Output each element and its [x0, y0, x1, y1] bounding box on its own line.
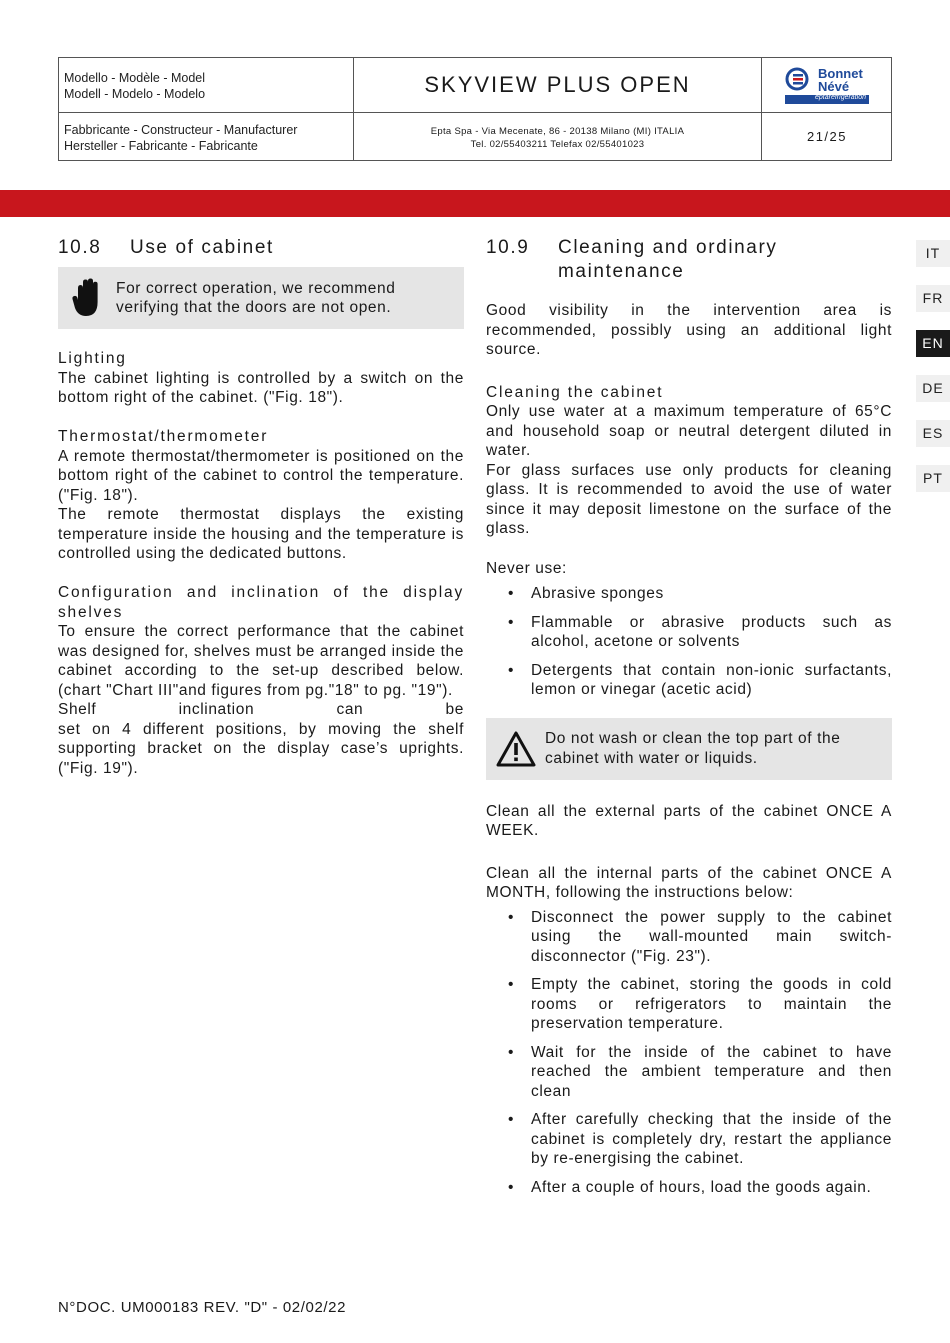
document-footer: N°DOC. UM000183 REV. "D" - 02/02/22 [58, 1299, 347, 1316]
manufacturer-address [354, 125, 761, 151]
never-use-label: Never use: [486, 559, 567, 577]
cleaning-text-2: For glass surfaces use only products for cleaning glass. It is recommended to avoid the use of water since it may deposit limestone on the surface of the glass. [486, 461, 892, 537]
thermostat-text-1: A remote thermostat/thermometer is positioned on the bottom right of the cabinet to control the temperature. ("Fig. 18"). [58, 447, 464, 504]
configuration-text-1: To ensure the correct performance that the cabinet was designed for, shelves must be arranged inside the cabinet according to the set-up described below. (chart "Chart III"and figures from pg."18" to pg. "19"). [58, 623, 464, 699]
model-title: SKYVIEW PLUS OPEN [424, 72, 691, 97]
heading-text-line-1: Cleaning and ordinary [558, 237, 778, 258]
logo-subtext: eptarefrigeration [815, 94, 866, 101]
weekly-cleaning-text: Clean all the external parts of the cabinet ONCE A WEEK. [486, 802, 892, 839]
language-tabs [916, 240, 950, 510]
section-heading-10-9 [486, 236, 892, 284]
warning-note [486, 718, 892, 780]
subheading-cleaning: Cleaning the cabinet [486, 383, 664, 401]
tab-it[interactable]: IT [916, 240, 950, 267]
logo-bar [785, 95, 869, 104]
section-use-of-cabinet [58, 232, 464, 778]
bonnet-neve-logo [785, 66, 869, 106]
list-item: • Abrasive sponges [486, 584, 892, 604]
subheading-thermostat: Thermostat/thermometer [58, 428, 269, 445]
thermostat-text-2: The remote thermostat displays the existing temperature inside the housing and the temperature is controlled using the dedicated buttons. [58, 506, 464, 562]
address-line-2: Tel. 02/55403211 Telefax 02/55401023 [470, 139, 645, 150]
list-item: • Detergents that contain non-ionic surfactants, lemon or vinegar (acetic acid) [486, 661, 892, 700]
section-heading-10-8 [58, 236, 464, 260]
list-item: • Wait for the inside of the cabinet to have reached the ambient temperature and then clean [486, 1043, 892, 1102]
manufacturer-label-line-1: Fabbricante - Constructeur - Manufacturer [64, 123, 298, 137]
recommendation-note [58, 267, 464, 329]
list-item: • Flammable or abrasive products such as alcohol, acetone or solvents [486, 613, 892, 652]
tab-fr[interactable]: FR [916, 285, 950, 312]
tab-es[interactable]: ES [916, 420, 950, 447]
logo-text-bonnet: Bonnet [818, 66, 863, 81]
list-item: • Empty the cabinet, storing the goods in cold rooms or refrigerators to maintain the preservation temperature. [486, 975, 892, 1034]
tab-pt[interactable]: PT [916, 465, 950, 492]
address-line-1: Epta Spa - Via Mecenate, 86 - 20138 Milano (MI) ITALIA [430, 126, 685, 137]
model-label-line-2: Modell - Modelo - Modelo [64, 87, 206, 101]
model-label [64, 70, 205, 102]
list-item: • After a couple of hours, load the goods again. [486, 1178, 892, 1198]
heading-text [558, 236, 778, 284]
cleaning-text-1: Only use water at a maximum temperature of 65°C and household soap or neutral detergent diluted in water. [486, 403, 892, 459]
tab-de[interactable]: DE [916, 375, 950, 402]
manufacturer-label [64, 122, 297, 154]
list-item: • After carefully checking that the inside of the cabinet is completely dry, restart the appliance by re-energising the cabinet. [486, 1110, 892, 1169]
monthly-cleaning-text: Clean all the internal parts of the cabinet ONCE A MONTH, following the instructions below: [486, 864, 892, 901]
logo-mark-icon [785, 67, 809, 91]
configuration-text-2b: set on 4 different positions, by moving the shelf supporting bracket on the display case’s uprights. ("Fig. 19"). [58, 720, 464, 777]
warning-note-text: Do not wash or clean the top part of the cabinet with water or liquids. [545, 730, 841, 767]
never-use-list [486, 584, 892, 700]
section-cleaning-maintenance [486, 232, 892, 1206]
stop-hand-icon [72, 278, 102, 318]
lighting-text: The cabinet lighting is controlled by a switch on the bottom right of the cabinet. ("Fig. 18"). [58, 369, 464, 406]
logo-text-neve: Névé [818, 79, 850, 94]
model-label-line-1: Modello - Modèle - Model [64, 71, 206, 85]
heading-number: 10.8 [58, 237, 102, 258]
tab-en[interactable]: EN [916, 330, 950, 357]
warning-triangle-icon [496, 731, 536, 767]
heading-text: Use of cabinet [130, 237, 274, 258]
page-number: 21/25 [806, 129, 848, 144]
subheading-configuration: Configuration and inclination of the display shelves [58, 584, 464, 621]
configuration-text-2a: Shelf inclination can be [58, 701, 464, 718]
recommendation-note-text: For correct operation, we recommend verifying that the doors are not open. [116, 279, 396, 316]
subheading-lighting: Lighting [58, 350, 127, 367]
red-band [0, 190, 950, 217]
header-table [58, 57, 892, 161]
visibility-text: Good visibility in the intervention area is recommended, possibly using an additional light source. [486, 302, 892, 358]
monthly-steps-list [486, 908, 892, 1198]
manufacturer-label-line-2: Hersteller - Fabricante - Fabricante [64, 139, 258, 153]
heading-number: 10.9 [486, 237, 530, 258]
list-item: • Disconnect the power supply to the cabinet using the wall-mounted main switch-disconnector ("Fig. 23"). [486, 908, 892, 967]
heading-text-line-2: maintenance [558, 261, 685, 282]
